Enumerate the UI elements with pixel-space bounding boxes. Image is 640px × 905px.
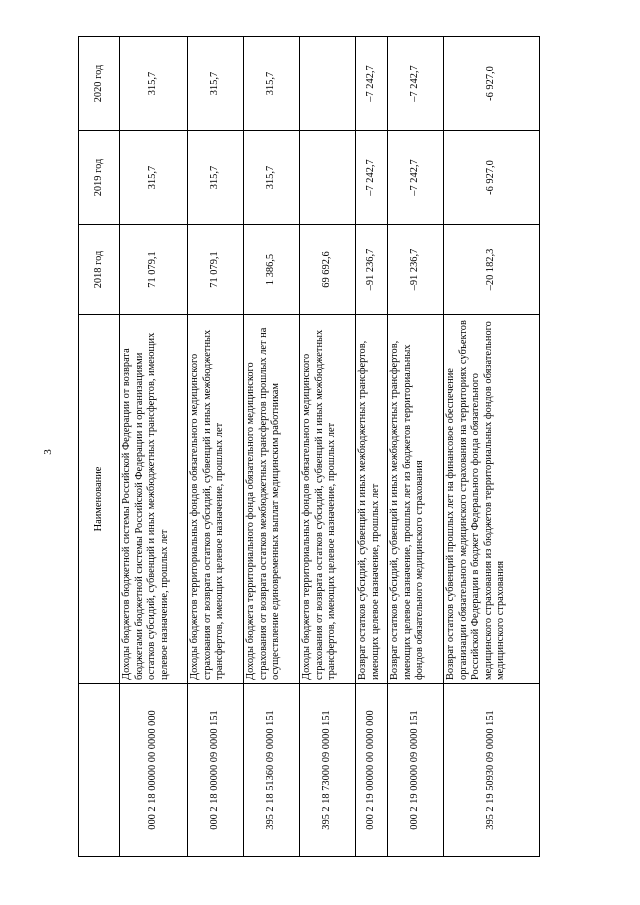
row-code: 395 2 19 50930 09 0000 151 (444, 684, 540, 857)
row-value-2019: –7 242,7 (356, 131, 388, 225)
row-value-2019: 315,7 (188, 131, 244, 225)
row-code: 395 2 18 51360 09 0000 151 (244, 684, 300, 857)
row-value-2019 (300, 131, 356, 225)
row-value-2020: 315,7 (244, 37, 300, 131)
row-code: 000 2 18 00000 09 0000 151 (188, 684, 244, 857)
row-value-2020: –7 242,7 (388, 37, 444, 131)
row-name: Доходы бюджетов бюджетной системы Российской Федерации от возврата бюджетами бюджетной системы Российской Федерации и организациями остатков субсидий, субвенций и иных межбюджетных трансфертов, имеющих целевое назначение, прошлых лет (120, 315, 188, 684)
header-name: Наименование (79, 315, 120, 684)
header-2019: 2019 год (79, 131, 120, 225)
table-row (444, 37, 540, 857)
row-name: Доходы бюджетов территориальных фондов обязательного медицинского страхования от возврата остатков субсидий, субвенций и иных межбюджетных трансфертов, имеющих целевое назначение, прошлых лет (300, 315, 356, 684)
budget-table (78, 36, 540, 857)
row-name: Возврат остатков субсидий, субвенций и иных межбюджетных трансфертов, имеющих целевое назначение, прошлых лет из бюджетов территориальных фондов обязательного медицинского страхования (388, 315, 444, 684)
table-row (188, 37, 244, 857)
row-value-2019: –7 242,7 (388, 131, 444, 225)
row-value-2018: –91 236,7 (356, 225, 388, 315)
row-value-2019: -6 927,0 (444, 131, 540, 225)
row-value-2020: -6 927,0 (444, 37, 540, 131)
row-code: 395 2 18 73000 09 0000 151 (300, 684, 356, 857)
row-value-2019: 315,7 (244, 131, 300, 225)
row-value-2019: 315,7 (120, 131, 188, 225)
row-code: 000 2 19 00000 00 0000 000 (356, 684, 388, 857)
table-row (120, 37, 188, 857)
header-code (79, 684, 120, 857)
page-number: 3 (42, 449, 54, 455)
row-value-2018: 71 079,1 (188, 225, 244, 315)
row-name: Доходы бюджета территориального фонда обязательного медицинского страхования от возврата остатков межбюджетных трансфертов прошлых лет на осуществление единовременных выплат медицинским работникам (244, 315, 300, 684)
row-code: 000 2 19 00000 09 0000 151 (388, 684, 444, 857)
rotated-table-container (78, 37, 536, 857)
row-value-2020: 315,7 (188, 37, 244, 131)
table-row (388, 37, 444, 857)
table-row (300, 37, 356, 857)
row-value-2020: –7 242,7 (356, 37, 388, 131)
row-value-2018: 69 692,6 (300, 225, 356, 315)
row-value-2018: 71 079,1 (120, 225, 188, 315)
row-value-2018: –91 236,7 (388, 225, 444, 315)
table-row (356, 37, 388, 857)
row-name: Возврат остатков субвенций прошлых лет на финансовое обеспечение организации обязательного медицинского страхования на территориях субъектов Российской Федерации в бюджет Федерального фонда обязательного медицинского страхования из бюджетов территориальных фондов обязательного медицинского страхования (444, 315, 540, 684)
row-code: 000 2 18 00000 00 0000 000 (120, 684, 188, 857)
row-value-2018: –20 182,3 (444, 225, 540, 315)
row-value-2020: 315,7 (120, 37, 188, 131)
row-value-2018: 1 386,5 (244, 225, 300, 315)
row-name: Возврат остатков субсидий, субвенций и иных межбюджетных трансфертов, имеющих целевое назначение, прошлых лет (356, 315, 388, 684)
header-2018: 2018 год (79, 225, 120, 315)
header-2020: 2020 год (79, 37, 120, 131)
row-name: Доходы бюджетов территориальных фондов обязательного медицинского страхования от возврата остатков субсидий, субвенций и иных межбюджетных трансфертов, имеющих целевое назначение, прошлых лет (188, 315, 244, 684)
table-header-row (79, 37, 120, 857)
table-row (244, 37, 300, 857)
row-value-2020 (300, 37, 356, 131)
